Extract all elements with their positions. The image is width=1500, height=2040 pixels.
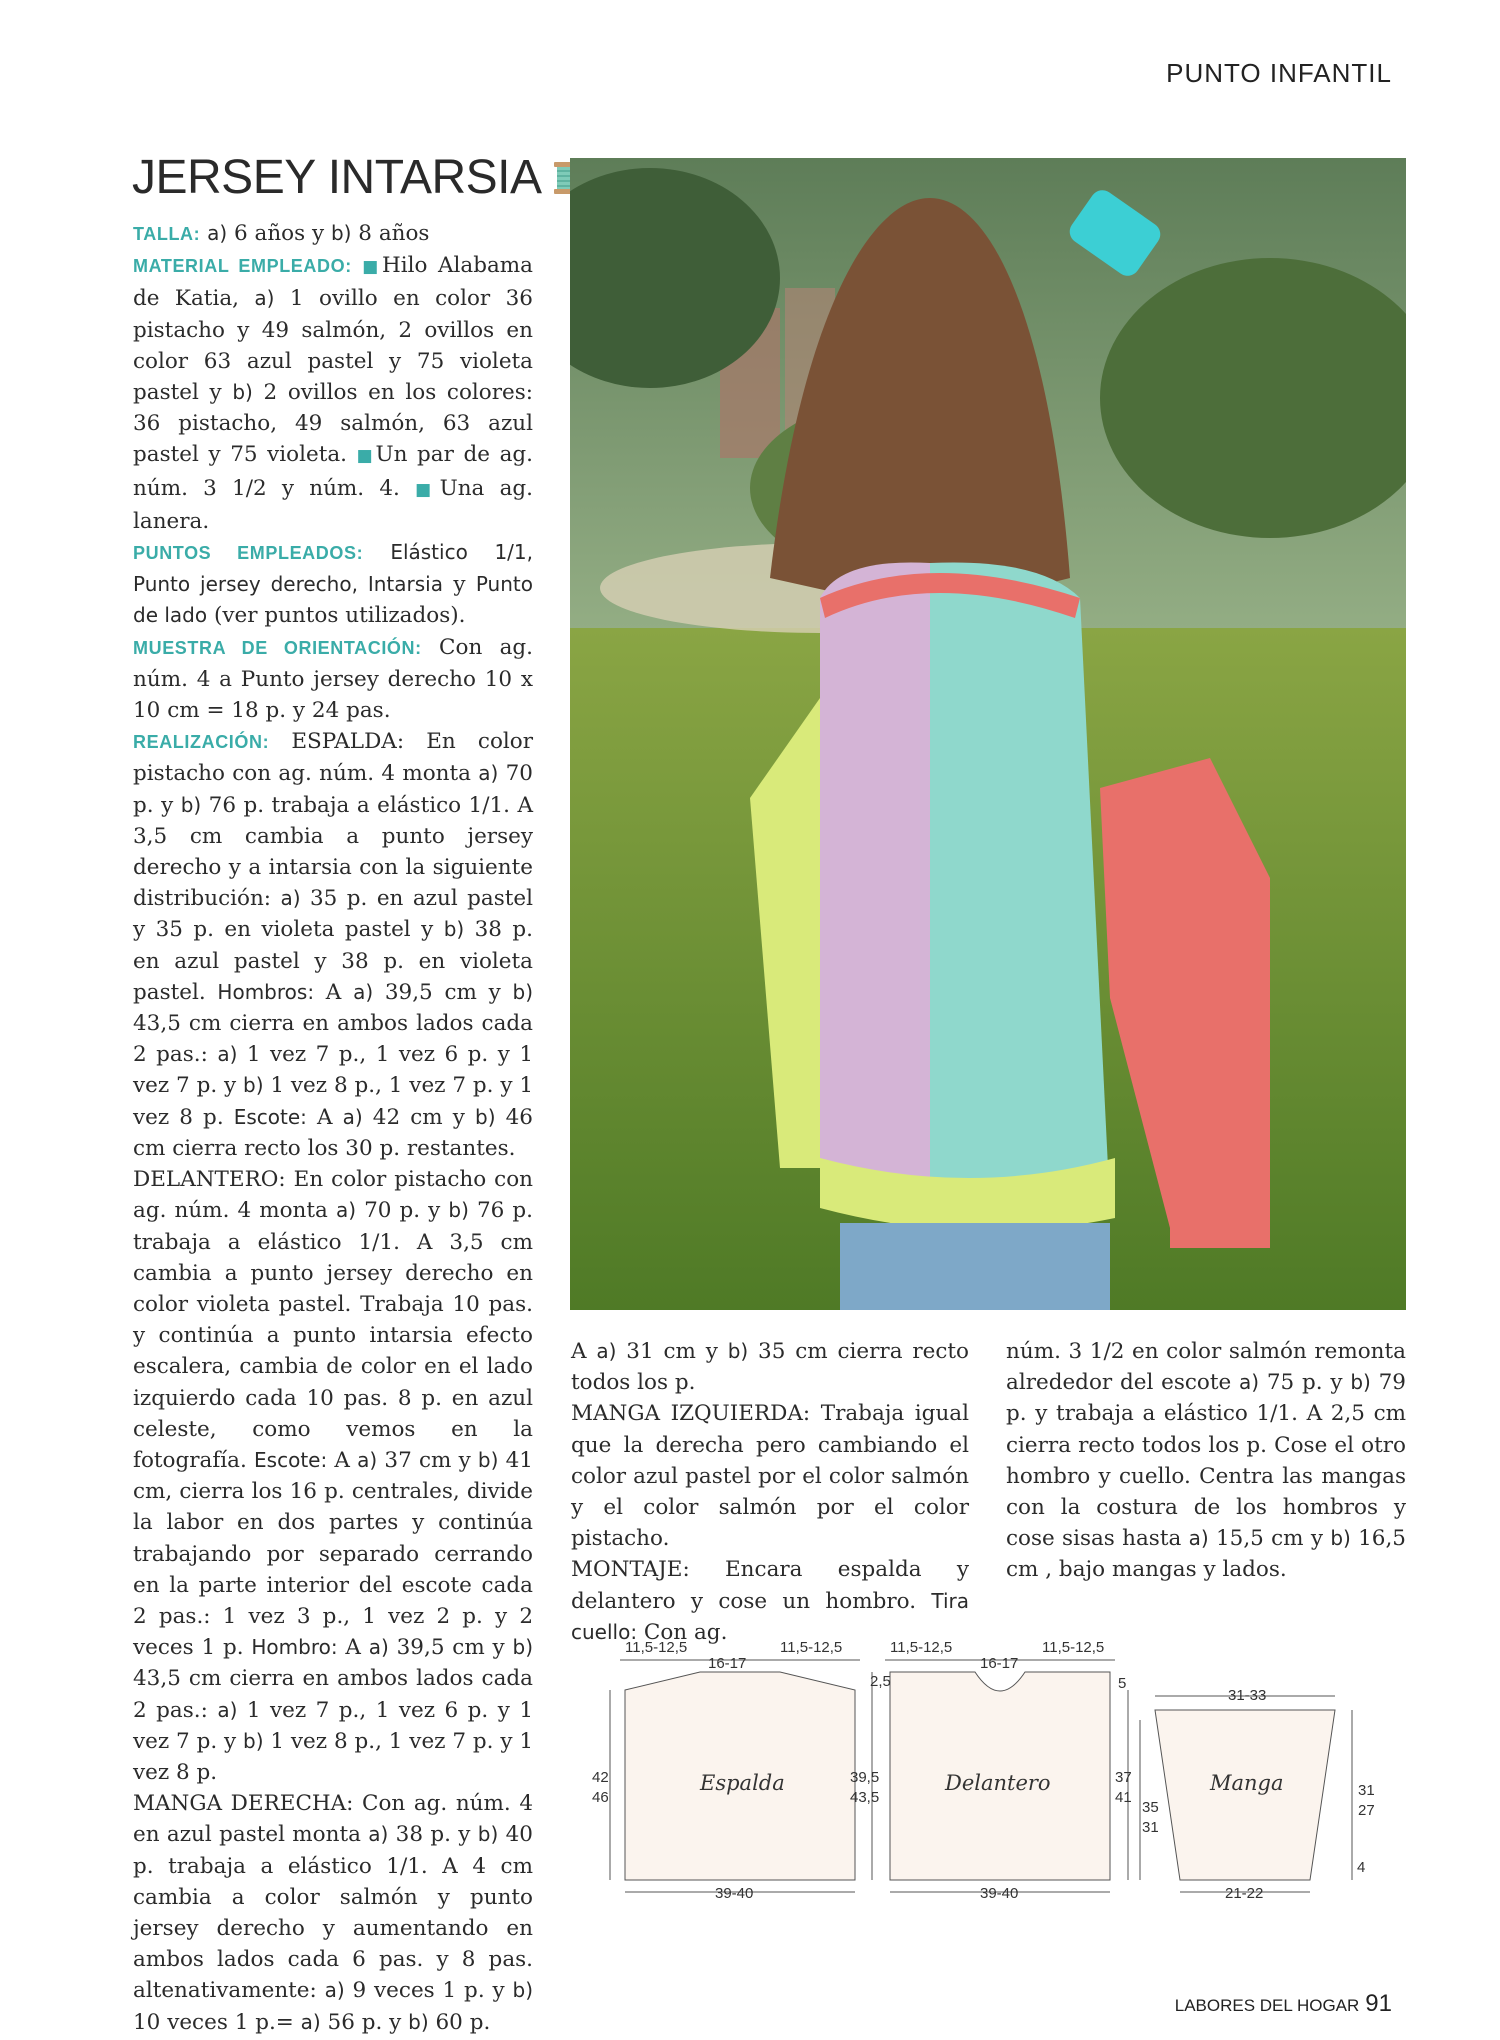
talla-label: TALLA: <box>133 224 201 244</box>
instructions-column-middle <box>571 1336 969 1648</box>
bullet-icon: ■ <box>356 446 376 467</box>
montaje-paragraph: MONTAJE: Encara espalda y delantero y cose un hombro. Tira cuello: Con ag. <box>571 1557 969 1645</box>
talla-paragraph: TALLA: a) 6 años y b) 8 años <box>133 221 430 246</box>
manga-right-a: 31 <box>1358 1782 1375 1799</box>
manga-izquierda-paragraph: MANGA IZQUIERDA: Trabaja igual que la derecha pero cambiando el color azul pastel por el color salmón y el color salmón por el color pistacho. <box>571 1401 969 1552</box>
espalda-height-b: 46 <box>592 1789 609 1806</box>
delantero-paragraph: DELANTERO: En color pistacho con ag. núm. 4 monta a) 70 p. y b) 76 p. trabaja a elástico 1/1. A 3,5 cm cambia a punto jersey derecho en color violeta pastel. Trabaja 10 pas. y continúa a punto intarsia efecto escalera, cambia de color en el lado izquierdo cada 10 pas. 8 p. en azul celeste, como vemos en la fotografía. Escote: A a) 37 cm y b) 41 cm, cierra los 16 p. centrales, divide la labor en dos partes y continúa trabajando por separado cerrando en la parte interior del escote cada 2 pas.: 1 vez 3 p., 1 vez 2 p. y 2 veces 1 p. Hombro: A a) 39,5 cm y b) 43,5 cm cierra en ambos lados cada 2 pas.: a) 1 vez 7 p., 1 vez 6 p. y 1 vez 7 p. y b) 1 vez 8 p., 1 vez 7 p. y 1 vez 8 p. <box>133 1167 533 1785</box>
manga-label: Manga <box>1210 1771 1284 1795</box>
delantero-left-b: 43,5 <box>850 1789 880 1806</box>
delantero-left-a: 39,5 <box>850 1769 880 1786</box>
manga-left-b: 31 <box>1142 1819 1159 1836</box>
espalda-label: Espalda <box>700 1771 785 1795</box>
instructions-column-left <box>133 218 533 2038</box>
realizacion-paragraph: REALIZACIÓN: ESPALDA: En color pistacho con ag. núm. 4 monta a) 70 p. y b) 76 p. trabaja a elástico 1/1. A 3,5 cm cambia a punto jersey derecho y a intarsia con la siguiente distribución: a) 35 p. en azul pastel y 35 p. en violeta pastel y b) 38 p. en azul pastel y 38 p. en violeta pastel. Hombros: A a) 39,5 cm y b) 43,5 cm cierra en ambos lados cada 2 pas.: a) 1 vez 7 p., 1 vez 6 p. y 1 vez 7 p. y b) 1 vez 8 p., 1 vez 7 p. y 1 vez 8 p. Escote: A a) 42 cm y b) 46 cm cierra recto los 30 p. restantes. <box>133 729 534 1161</box>
espalda-shoulder-left: 11,5-12,5 <box>625 1639 688 1656</box>
bullet-icon: ■ <box>362 257 383 278</box>
delantero-neck-depth: 5 <box>1118 1675 1127 1692</box>
manga-derecha-paragraph: MANGA DERECHA: Con ag. núm. 4 en azul pastel monta a) 38 p. y b) 40 p. trabaja a elástico 1/1. A 4 cm cambia a color salmón y punto jersey derecho y aumentando en ambos lados cada 6 pas. y 8 pas. altenativamente: a) 9 veces 1 p. y b) 10 veces 1 p.= a) 56 p. y b) 60 p. <box>133 1791 533 2035</box>
delantero-right-a: 37 <box>1115 1769 1132 1786</box>
manga-top: 31-33 <box>1228 1687 1267 1704</box>
manga-bottom: 21-22 <box>1225 1885 1264 1900</box>
manga-cuff: 4 <box>1357 1859 1366 1876</box>
manga-right-b: 27 <box>1358 1802 1375 1819</box>
pattern-schematic <box>590 1630 1390 1900</box>
muestra-paragraph: MUESTRA DE ORIENTACIÓN: Con ag. núm. 4 a Punto jersey derecho 10 x 10 cm = 18 p. y 24 pas. <box>133 634 534 724</box>
section-header: PUNTO INFANTIL <box>1166 58 1392 88</box>
instructions-column-right <box>1006 1336 1406 1586</box>
product-photo <box>570 158 1406 1310</box>
espalda-height-a: 42 <box>592 1769 609 1786</box>
puntos-label: PUNTOS EMPLEADOS: <box>133 543 364 564</box>
manga-left-a: 35 <box>1142 1799 1159 1816</box>
photo-illustration <box>570 158 1406 1310</box>
magazine-name: LABORES DEL HOGAR <box>1174 1996 1360 2015</box>
delantero-width: 39-40 <box>980 1885 1019 1900</box>
title-row <box>132 150 632 205</box>
delantero-right-b: 41 <box>1115 1789 1132 1806</box>
cuello-paragraph: núm. 3 1/2 en color salmón remonta alrededor del escote a) 75 p. y b) 79 p. y trabaja a elástico 1/1. A 2,5 cm cierra recto todos los p. Cose el otro hombro y cuello. Centra las mangas con la costura de los hombros y cose sisas hasta a) 15,5 cm y b) 16,5 cm , bajo mangas y lados. <box>1006 1339 1406 1583</box>
page-footer <box>1175 1990 1392 2018</box>
page-title: JERSEY INTARSIA <box>132 151 542 204</box>
page-number: 91 <box>1365 1990 1392 2017</box>
puntos-paragraph: PUNTOS EMPLEADOS: Elástico 1/1, Punto jersey derecho, Intarsia y Punto de lado (ver puntos utilizados). <box>133 540 534 629</box>
espalda-shoulder-right: 11,5-12,5 <box>780 1639 843 1656</box>
delantero-shoulder-right: 11,5-12,5 <box>1042 1639 1105 1656</box>
espalda-neck: 16-17 <box>708 1655 747 1672</box>
material-label: MATERIAL EMPLEADO: <box>133 256 352 277</box>
bullet-icon: ■ <box>415 479 440 500</box>
realizacion-label: REALIZACIÓN: <box>133 732 270 753</box>
delantero-drop: 2,5 <box>870 1673 891 1690</box>
muestra-label: MUESTRA DE ORIENTACIÓN: <box>133 637 422 658</box>
delantero-shoulder-left: 11,5-12,5 <box>890 1639 953 1656</box>
material-paragraph: MATERIAL EMPLEADO: ■Hilo Alabama de Katia, a) 1 ovillo en color 36 pistacho y 49 salmón, 2 ovillos en color 63 azul pastel y 75 violeta pastel y b) 2 ovillos en los colores: 36 pistacho, 49 salmón, 63 azul pastel y 75 violeta. ■Un par de ag. núm. 3 1/2 y núm. 4. ■Una ag. lanera. <box>133 253 534 534</box>
espalda-width: 39-40 <box>715 1885 754 1900</box>
manga-cierre-paragraph: A a) 31 cm y b) 35 cm cierra recto todos los p. <box>571 1339 969 1396</box>
delantero-label: Delantero <box>945 1771 1051 1795</box>
delantero-neck: 16-17 <box>980 1655 1019 1672</box>
